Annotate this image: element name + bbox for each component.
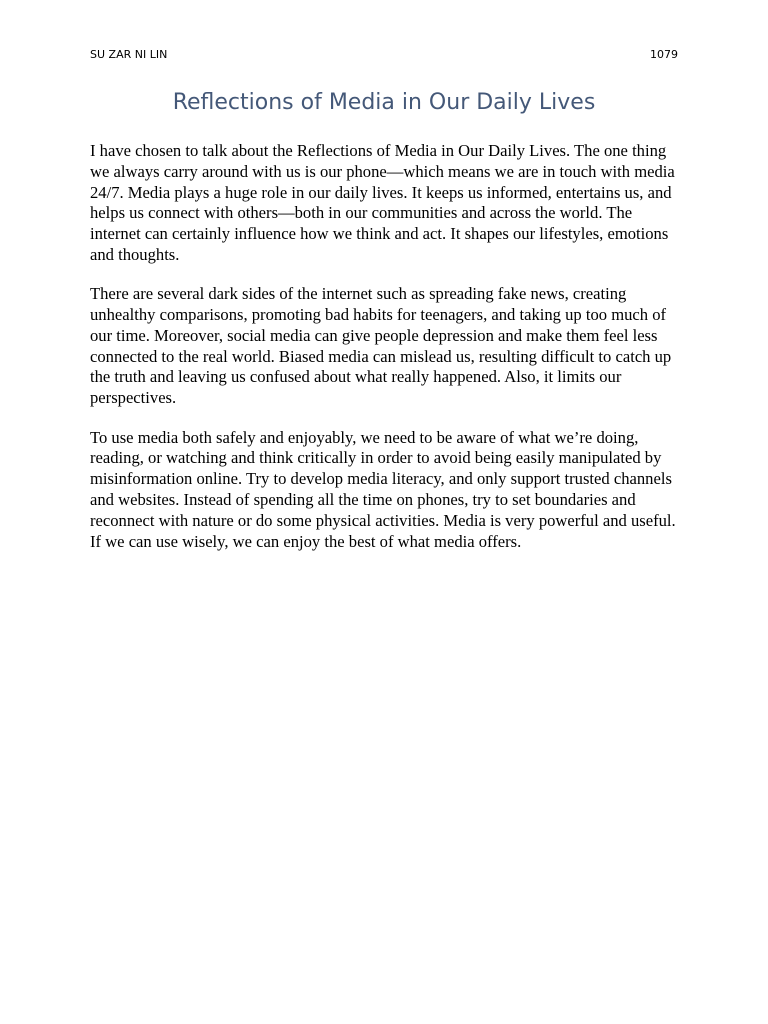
- paragraph-3: To use media both safely and enjoyably, we need to be aware of what we’re doing, reading, or watching and think critically in order to avoid being easily manipulated by misinformation online. Try to develop media literacy, and only support trusted channels and websites. Instead of spending all the time on phones, try to set boundaries and reconnect with nature or do some physical activities. Media is very powerful and useful. If we can use wisely, we can enjoy the best of what media offers.: [90, 427, 676, 551]
- page-number: 1079: [650, 48, 678, 61]
- author-name: SU ZAR NI LIN: [90, 48, 168, 61]
- page-header: [90, 48, 678, 64]
- paragraph-2: There are several dark sides of the internet such as spreading fake news, creating unhealthy comparisons, promoting bad habits for teenagers, and taking up too much of our time. Moreover, social media can give people depression and make them feel less connected to the real world. Biased media can mislead us, resulting difficult to catch up the truth and leaving us confused about what really happened. Also, it limits our perspectives.: [90, 284, 672, 408]
- paragraph-1: I have chosen to talk about the Reflections of Media in Our Daily Lives. The one thing we always carry around with us is our phone—which means we are in touch with media 24/7. Media plays a huge role in our daily lives. It keeps us informed, entertains us, and helps us connect with others—both in our communities and across the world. The internet can certainly influence how we think and act. It shapes our lifestyles, emotions and thoughts.: [90, 141, 675, 264]
- document-title: Reflections of Media in Our Daily Lives: [172, 90, 596, 115]
- document-body: [90, 141, 678, 571]
